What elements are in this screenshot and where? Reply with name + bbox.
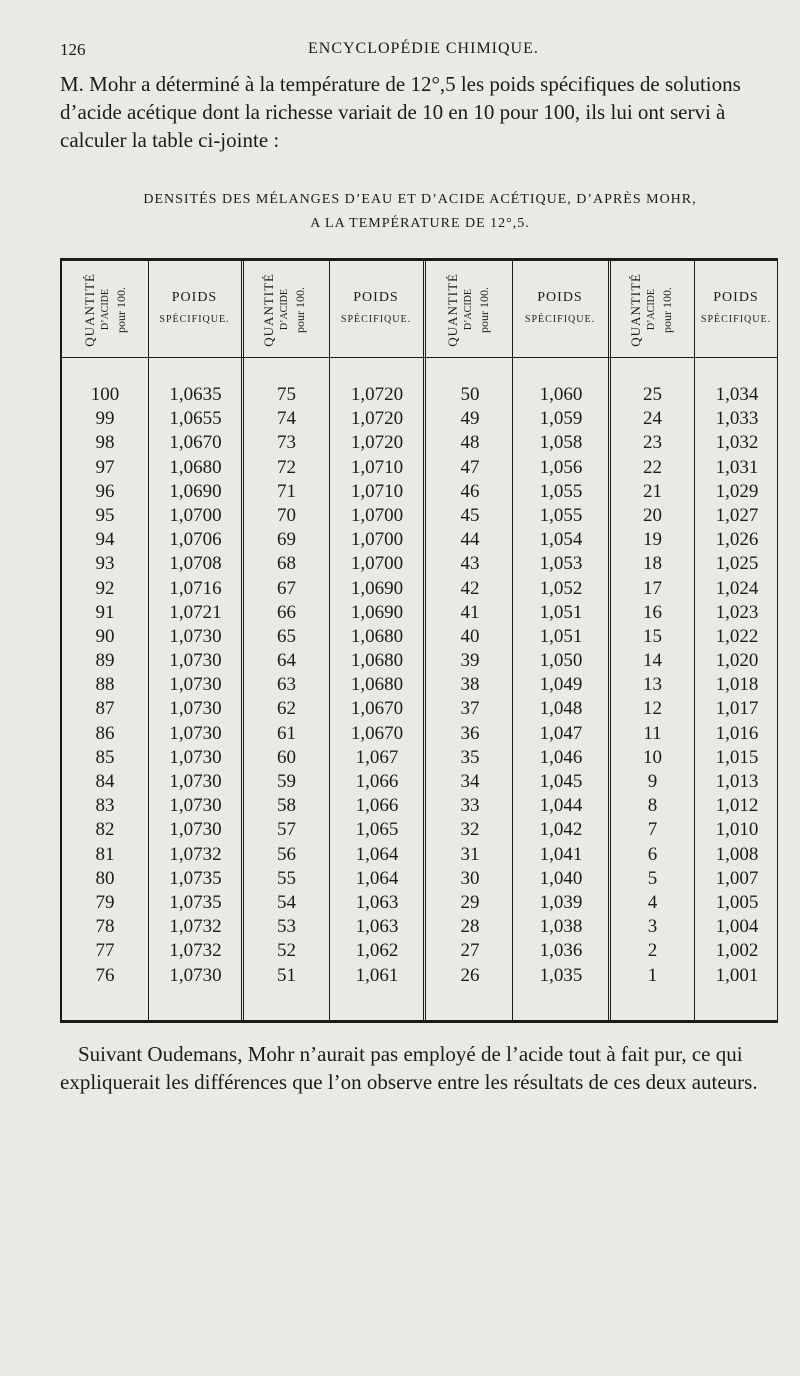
weight-cell: 1,051 [539,601,583,623]
quantity-cell: 31 [460,843,480,865]
quantity-cell: 5 [647,867,658,889]
quantity-cell: 67 [277,577,296,599]
quantity-cell: 63 [277,674,296,696]
quantity-cell: 97 [95,456,115,478]
quantity-cell: 55 [277,867,296,889]
weight-cell: 1,0710 [350,480,404,502]
header-weight: POIDS SPÉCIFIQUE. [700,290,772,325]
quantity-cell: 56 [277,843,296,865]
weight-cell: 1,065 [355,819,399,841]
quantity-cell: 42 [460,577,480,599]
quantity-column [65,383,145,988]
quantity-cell: 73 [277,432,296,454]
weight-cell: 1,042 [539,819,583,841]
weight-cell: 1,0732 [169,843,222,865]
quantity-cell: 78 [95,916,115,938]
quantity-cell: 17 [643,577,662,599]
weight-cell: 1,027 [715,504,759,526]
quantity-cell: 70 [277,504,296,526]
quantity-cell: 54 [277,891,296,913]
intro-paragraph: M. Mohr a déterminé à la température de 12°,5 les poids spécifiques de solutions d’acide acétique dont la richesse variait de 10 en 10 pour 100, ils lui ont servi à calculer la table ci-jointe : [60,72,741,152]
weight-cell: 1,0680 [350,650,404,672]
quantity-cell: 47 [460,456,480,478]
quantity-cell: 96 [95,480,115,502]
weight-cell: 1,066 [355,795,399,817]
quantity-cell: 84 [95,771,115,792]
quantity-cell: 28 [460,916,480,938]
weight-cell: 1,055 [539,504,583,526]
quantity-cell: 62 [277,698,296,720]
weight-cell: 1,033 [715,408,759,430]
weight-cell: 1,049 [539,674,583,696]
quantity-cell: 45 [460,504,480,526]
quantity-cell: 60 [277,746,296,768]
quantity-cell: 53 [277,916,296,938]
quantity-cell: 93 [95,553,115,575]
weight-cell: 1,041 [539,843,583,865]
weight-cell: 1,060 [539,384,583,405]
weight-cell: 1,055 [539,480,583,502]
weight-column [696,383,778,988]
running-head [60,40,760,62]
weight-cell: 1,007 [715,867,759,889]
weight-cell: 1,059 [539,408,583,430]
quantity-cell: 8 [647,795,658,817]
weight-cell: 1,017 [715,698,759,720]
header-weight: POIDS SPÉCIFIQUE. [340,290,412,325]
weight-cell: 1,0680 [350,625,404,647]
weight-cell: 1,064 [355,843,399,865]
quantity-cell: 81 [95,843,115,865]
weight-cell: 1,0716 [169,577,222,599]
weight-cell: 1,0720 [350,432,404,454]
weight-cell: 1,0670 [350,698,404,720]
weight-cell: 1,0700 [350,504,404,526]
quantity-cell: 25 [643,384,662,405]
quantity-cell: 64 [277,650,296,672]
quantity-cell: 68 [277,553,296,575]
column-divider [512,261,513,1020]
column-divider [329,261,330,1020]
quantity-cell: 85 [95,746,115,768]
quantity-cell: 23 [643,432,662,454]
weight-cell: 1,039 [539,891,583,913]
weight-cell: 1,0730 [169,625,222,647]
quantity-cell: 26 [460,964,480,986]
weight-cell: 1,0690 [350,601,404,623]
quantity-cell: 16 [643,601,662,623]
page-number: 126 [60,40,86,59]
weight-cell: 1,026 [715,529,759,551]
weight-cell: 1,0708 [169,553,222,575]
weight-cell: 1,023 [715,601,759,623]
weight-cell: 1,0706 [169,529,222,551]
quantity-cell: 9 [647,771,658,792]
quantity-cell: 71 [277,480,296,502]
weight-cell: 1,064 [355,867,399,889]
weight-cell: 1,020 [715,650,759,672]
weight-cell: 1,053 [539,553,583,575]
weight-cell: 1,0721 [169,601,222,623]
quantity-cell: 38 [460,674,480,696]
quantity-cell: 22 [643,456,662,478]
quantity-cell: 43 [460,553,480,575]
quantity-cell: 39 [460,650,480,672]
quantity-cell: 75 [277,384,296,405]
quantity-cell: 89 [95,650,115,672]
header-weight: POIDS SPÉCIFIQUE. [159,290,230,325]
weight-cell: 1,056 [539,456,583,478]
quantity-cell: 99 [95,408,115,430]
weight-cell: 1,044 [539,795,583,817]
quantity-cell: 80 [95,867,115,889]
quantity-cell: 83 [95,795,115,817]
closing-paragraph: Suivant Oudemans, Mohr n’aurait pas employé de l’acide tout à fait pur, ce qui expliquerait les différences que l’on observe entre les résultats de ces deux auteurs. [60,1042,758,1094]
weight-cell: 1,0690 [169,480,222,502]
quantity-cell: 69 [277,529,296,551]
quantity-cell: 37 [460,698,480,720]
weight-cell: 1,067 [355,746,399,768]
weight-cell: 1,001 [715,964,759,986]
weight-cell: 1,046 [539,746,583,768]
quantity-cell: 50 [460,384,480,405]
quantity-cell: 90 [95,625,115,647]
weight-cell: 1,0730 [169,964,222,986]
quantity-cell: 77 [95,940,115,962]
weight-cell: 1,025 [715,553,759,575]
quantity-cell: 21 [643,480,662,502]
quantity-cell: 34 [460,771,480,792]
quantity-cell: 100 [90,384,120,405]
quantity-cell: 65 [277,625,296,647]
quantity-column [244,383,329,988]
density-table [60,258,778,1023]
quantity-cell: 2 [647,940,658,962]
quantity-cell: 14 [643,650,662,672]
quantity-cell: 10 [643,746,662,768]
quantity-cell: 40 [460,625,480,647]
quantity-cell: 1 [647,964,658,986]
quantity-cell: 15 [643,625,662,647]
weight-cell: 1,0670 [169,432,222,454]
quantity-cell: 3 [647,916,658,938]
header-quantity: QUANTITÉ D’ACIDE pour 100. [444,273,491,347]
weight-cell: 1,0670 [350,722,404,744]
weight-cell: 1,058 [539,432,583,454]
quantity-cell: 18 [643,553,662,575]
weight-cell: 1,029 [715,480,759,502]
quantity-cell: 57 [277,819,296,841]
weight-cell: 1,018 [715,674,759,696]
weight-cell: 1,032 [715,432,759,454]
weight-cell: 1,015 [715,746,759,768]
quantity-cell: 79 [95,891,115,913]
weight-cell: 1,008 [715,843,759,865]
weight-cell: 1,048 [539,698,583,720]
quantity-cell: 4 [647,891,658,913]
header-rule [62,357,777,358]
weight-cell: 1,002 [715,940,759,962]
weight-cell: 1,0700 [169,504,222,526]
weight-cell: 1,0720 [350,384,404,405]
weight-cell: 1,063 [355,916,399,938]
weight-cell: 1,061 [355,964,399,986]
weight-cell: 1,0732 [169,940,222,962]
quantity-cell: 13 [643,674,662,696]
quantity-cell: 91 [95,601,115,623]
weight-cell: 1,051 [539,625,583,647]
weight-cell: 1,038 [539,916,583,938]
quantity-cell: 32 [460,819,480,841]
table-caption-line-2: A LA TEMPÉRATURE DE 12°,5. [310,216,530,231]
column-divider [148,261,149,1020]
weight-cell: 1,013 [715,771,759,792]
weight-cell: 1,0680 [350,674,404,696]
weight-cell: 1,040 [539,867,583,889]
quantity-cell: 11 [643,722,662,744]
quantity-cell: 82 [95,819,115,841]
weight-column [514,383,608,988]
weight-cell: 1,045 [539,771,583,792]
weight-cell: 1,0655 [169,408,222,430]
weight-cell: 1,010 [715,819,759,841]
weight-cell: 1,012 [715,795,759,817]
quantity-cell: 35 [460,746,480,768]
quantity-cell: 20 [643,504,662,526]
weight-cell: 1,0690 [350,577,404,599]
quantity-cell: 12 [643,698,662,720]
quantity-cell: 58 [277,795,296,817]
header-quantity: QUANTITÉ D’ACIDE pour 100. [81,273,128,347]
quantity-cell: 33 [460,795,480,817]
quantity-cell: 52 [277,940,296,962]
quantity-cell: 88 [95,674,115,696]
weight-cell: 1,0735 [169,867,222,889]
quantity-cell: 59 [277,771,296,792]
quantity-cell: 95 [95,504,115,526]
quantity-cell: 6 [647,843,658,865]
quantity-cell: 46 [460,480,480,502]
weight-cell: 1,0710 [350,456,404,478]
weight-cell: 1,034 [715,384,759,405]
table-caption [100,188,740,236]
quantity-cell: 94 [95,529,115,551]
header-weight: POIDS SPÉCIFIQUE. [524,290,596,325]
quantity-cell: 48 [460,432,480,454]
running-title: ENCYCLOPÉDIE CHIMIQUE. [308,40,539,57]
quantity-cell: 66 [277,601,296,623]
quantity-cell: 74 [277,408,296,430]
weight-cell: 1,0635 [169,384,222,405]
weight-cell: 1,0700 [350,553,404,575]
table-caption-line-1: DENSITÉS DES MÉLANGES D’EAU ET D’ACIDE ACÉTIQUE, D’APRÈS MOHR, [143,192,697,207]
quantity-cell: 86 [95,722,115,744]
weight-cell: 1,0700 [350,529,404,551]
quantity-cell: 24 [643,408,662,430]
quantity-cell: 41 [460,601,480,623]
header-quantity: QUANTITÉ D’ACIDE pour 100. [260,273,307,347]
weight-cell: 1,062 [355,940,399,962]
group-divider [423,261,426,1020]
weight-cell: 1,0730 [169,698,222,720]
quantity-cell: 49 [460,408,480,430]
weight-cell: 1,047 [539,722,583,744]
weight-column [331,383,423,988]
weight-cell: 1,0730 [169,795,222,817]
header-quantity: QUANTITÉ D’ACIDE pour 100. [627,273,674,347]
weight-cell: 1,0730 [169,650,222,672]
weight-cell: 1,050 [539,650,583,672]
quantity-cell: 51 [277,964,296,986]
weight-cell: 1,022 [715,625,759,647]
weight-cell: 1,066 [355,771,399,792]
weight-cell: 1,036 [539,940,583,962]
weight-cell: 1,0730 [169,722,222,744]
weight-cell: 1,0720 [350,408,404,430]
weight-cell: 1,0680 [169,456,222,478]
weight-cell: 1,0732 [169,916,222,938]
weight-cell: 1,035 [539,964,583,986]
quantity-cell: 76 [95,964,115,986]
quantity-cell: 30 [460,867,480,889]
quantity-cell: 72 [277,456,296,478]
quantity-cell: 92 [95,577,115,599]
quantity-cell: 87 [95,698,115,720]
column-divider [694,261,695,1020]
weight-cell: 1,024 [715,577,759,599]
weight-cell: 1,052 [539,577,583,599]
weight-cell: 1,054 [539,529,583,551]
quantity-cell: 36 [460,722,480,744]
weight-cell: 1,063 [355,891,399,913]
weight-cell: 1,0730 [169,819,222,841]
weight-cell: 1,0730 [169,746,222,768]
weight-cell: 1,016 [715,722,759,744]
quantity-column [611,383,694,988]
quantity-cell: 19 [643,529,662,551]
quantity-cell: 27 [460,940,480,962]
weight-cell: 1,031 [715,456,759,478]
quantity-cell: 61 [277,722,296,744]
weight-cell: 1,0730 [169,771,222,792]
weight-column [150,383,241,988]
weight-cell: 1,0735 [169,891,222,913]
weight-cell: 1,004 [715,916,759,938]
weight-cell: 1,005 [715,891,759,913]
quantity-cell: 7 [647,819,658,841]
weight-cell: 1,0730 [169,674,222,696]
quantity-cell: 98 [95,432,115,454]
quantity-column [428,383,512,988]
quantity-cell: 44 [460,529,480,551]
quantity-cell: 29 [460,891,480,913]
